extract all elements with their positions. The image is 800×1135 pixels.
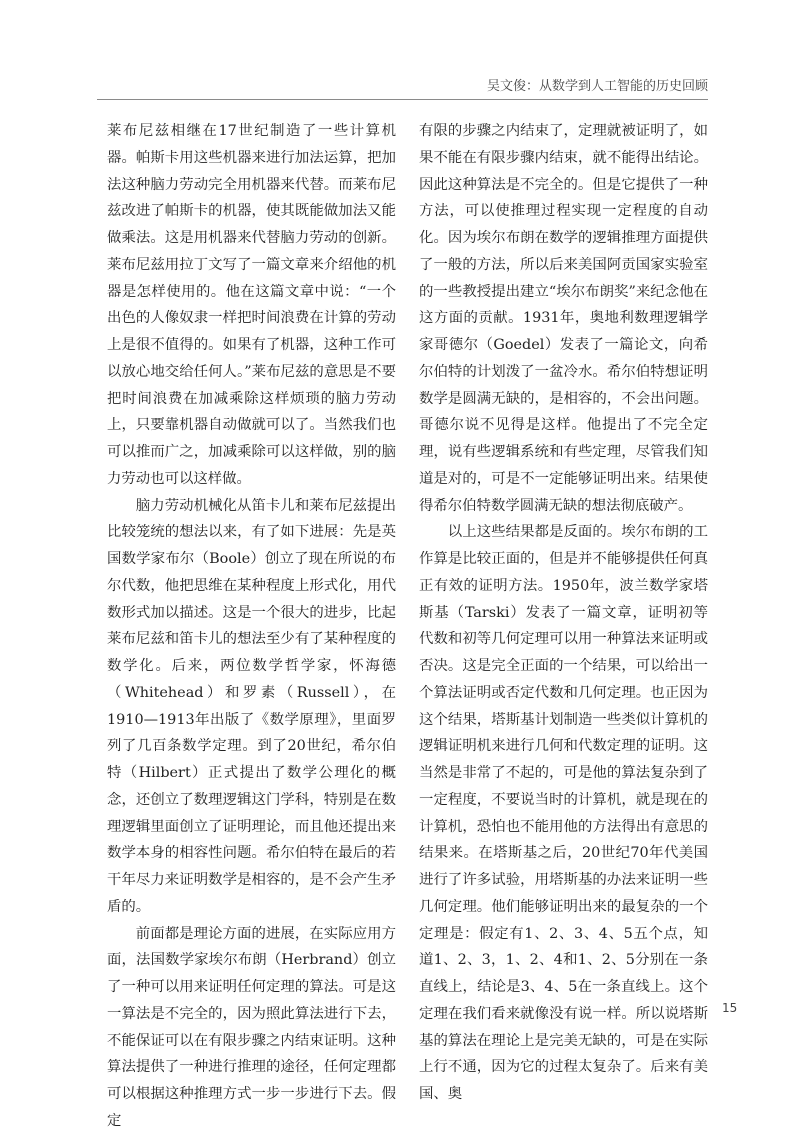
paragraph: 以上这些结果都是反面的。埃尔布朗的工作算是比较正面的，但是并不能够提供任何真正有效的证明方法。1950年，波兰数学家塔斯基（Tarski）发表了一篇文章，证明初等代数和初等几何定理可以用一种算法来证明或否决。这是完全正面的一个结果，可以给出一个算法证明或否定代数和几何定理。也正因为这个结果，塔斯基计划制造一些类似计算机的逻辑证明机来进行几何和代数定理的证明。这当然是非常了不起的，可是他的算法复杂到了一定程度，不要说当时的计算机，就是现在的计算机，恐怕也不能用他的方法得出有意思的结果来。在塔斯基之后，20世纪70年代美国进行了许多试验，用塔斯基的办法来证明一些几何定理。他们能够证明出来的最复杂的一个定理是：假定有1、2、3、4、5五个点，知道1、2、3，1、2、4和1、2、5分别在一条直线上，结论是3、4、5在一条直线上。这个定理在我们看来就像没有说一样。所以说塔斯基的算法在理论上是完美无缺的，可是在实际上行不通，因为它的过程太复杂了。后来有美国、奥	[419, 524, 708, 1102]
paragraph: 莱布尼兹相继在17世纪制造了一些计算机器。帕斯卡用这些机器来进行加法运算，把加法这种脑力劳动完全用机器来代替。而莱布尼兹改进了帕斯卡的机器，使其既能做加法又能做乘法。这是用机器来代替脑力劳动的创新。莱布尼兹用拉丁文写了一篇文章来介绍他的机器是怎样使用的。他在这篇文章中说：“一个出色的人像奴隶一样把时间浪费在计算的劳动上是很不值得的。如果有了机器，这种工作可以放心地交给任何人。”莱布尼兹的意思是不要把时间浪费在加减乘除这样烦琐的脑力劳动上，只要靠机器自动做就可以了。当然我们也可以推而广之，加减乘除可以这样做，别的脑力劳动也可以这样做。	[107, 123, 396, 487]
running-title: 吴文俊：从数学到人工智能的历史回顾	[486, 79, 708, 94]
header-rule	[97, 99, 708, 100]
page-number: 15	[722, 1001, 738, 1015]
left-column	[107, 118, 396, 1135]
right-column	[419, 118, 708, 1108]
paragraph: 前面都是理论方面的进展，在实际应用方面，法国数学家埃尔布朗（Herbrand）创立了一种可以用来证明任何定理的算法。可是这一算法是不完全的，因为照此算法进行下去，不能保证可以在有限步骤之内结束证明。这种算法提供了一种进行推理的途径，任何定理都可以根据这种推理方式一步一步进行下去。假定	[107, 925, 396, 1129]
paragraph: 脑力劳动机械化从笛卡儿和莱布尼兹提出比较笼统的想法以来，有了如下进展：先是英国数学家布尔（Boole）创立了现在所说的布尔代数，他把思维在某种程度上形式化，用代数形式加以描述。这是一个很大的进步，比起莱布尼兹和笛卡儿的想法至少有了某种程度的数学化。后来，两位数学哲学家，怀海德（Whitehead）和罗素（Russell），在1910—1913年出版了《数学原理》，里面罗列了几百条数学定理。到了20世纪，希尔伯特（Hilbert）正式提出了数学公理化的概念，还创立了数理逻辑这门学科，特别是在数理逻辑里面创立了证明理论，而且他还提出来数学本身的相容性问题。希尔伯特在最后的若干年尽力来证明数学是相容的，是不会产生矛盾的。	[107, 497, 396, 915]
paragraph: 有限的步骤之内结束了，定理就被证明了，如果不能在有限步骤内结束，就不能得出结论。因此这种算法是不完全的。但是它提供了一种方法，可以使推理过程实现一定程度的自动化。因为埃尔布朗在数学的逻辑推理方面提供了一般的方法，所以后来美国阿贡国家实验室的一些教授提出建立“埃尔布朗奖”来纪念他在这方面的贡献。1931年，奥地利数理逻辑学家哥德尔（Goedel）发表了一篇论文，向希尔伯特的计划泼了一盆冷水。希尔伯特想证明数学是圆满无缺的，是相容的，不会出问题。哥德尔说不见得是这样。他提出了不完全定理，说有些逻辑系统和有些定理，尽管我们知道是对的，可是不一定能够证明出来。结果使得希尔伯特数学圆满无缺的想法彻底破产。	[419, 123, 708, 514]
